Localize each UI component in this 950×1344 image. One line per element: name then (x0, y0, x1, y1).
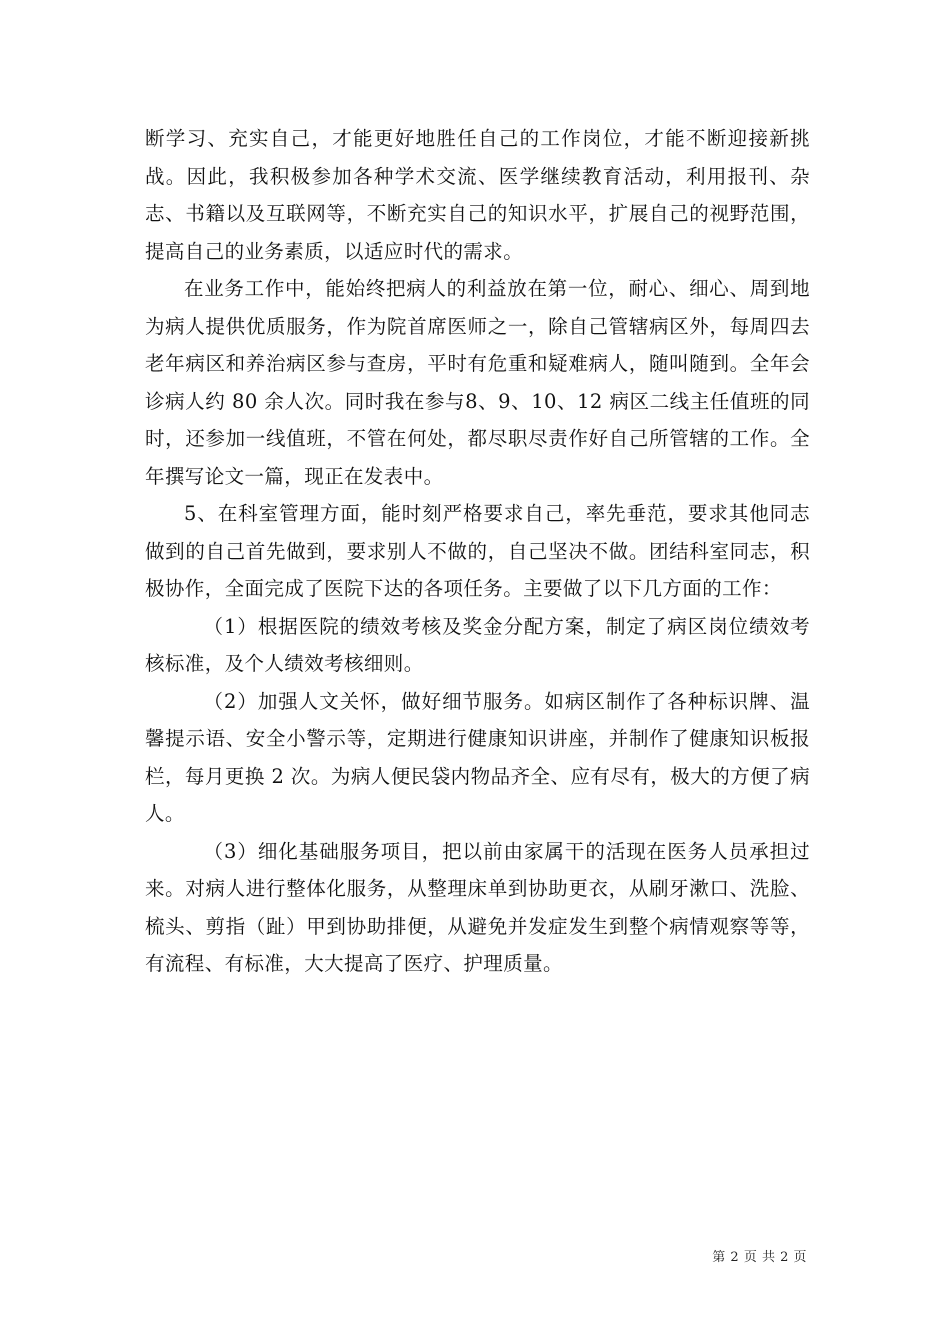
paragraph-continuation: 断学习、充实自己，才能更好地胜任自己的工作岗位，才能不断迎接新挑战。因此，我积极参加各种学术交流、医学继续教育活动，利用报刊、杂志、书籍以及互联网等，不断充实自己的知识水平，扩展自己的视野范围，提高自己的业务素质，以适应时代的需求。 (145, 127, 810, 263)
document-body (145, 120, 810, 983)
page-number-footer: 第 2 页 共 2 页 (712, 1250, 807, 1265)
paragraph-item-1: （1）根据医院的绩效考核及奖金分配方案，制定了病区岗位绩效考核标准，及个人绩效考核细则。 (145, 614, 810, 675)
paragraph-item-2: （2）加强人文关怀，做好细节服务。如病区制作了各种标识牌、温馨提示语、安全小警示等，定期进行健康知识讲座，并制作了健康知识板报栏，每月更换 2 次。为病人便民袋内物品齐全、应有尽有，极大的方便了病人。 (145, 689, 810, 825)
paragraph-department-management: 5、在科室管理方面，能时刻严格要求自己，率先垂范，要求其他同志做到的自己首先做到，要求别人不做的，自己坚决不做。团结科室同志，积极协作，全面完成了医院下达的各项任务。主要做了以下几方面的工作： (145, 502, 810, 600)
paragraph-business-work: 在业务工作中，能始终把病人的利益放在第一位，耐心、细心、周到地为病人提供优质服务，作为院首席医师之一，除自己管辖病区外，每周四去老年病区和养治病区参与查房，平时有危重和疑难病人，随叫随到。全年会诊病人约 80 余人次。同时我在参与8、9、10、12 病区二线主任值班的同时，还参加一线值班，不管在何处，都尽职尽责作好自己所管辖的工作。全年撰写论文一篇，现正在发表中。 (145, 277, 810, 488)
paragraph-item-3: （3）细化基础服务项目，把以前由家属干的活现在医务人员承担过来。对病人进行整体化服务，从整理床单到协助更衣，从刷牙漱口、洗脸、梳头、剪指（趾）甲到协助排便，从避免并发症发生到整个病情观察等等，有流程、有标准，大大提高了医疗、护理质量。 (145, 839, 810, 975)
